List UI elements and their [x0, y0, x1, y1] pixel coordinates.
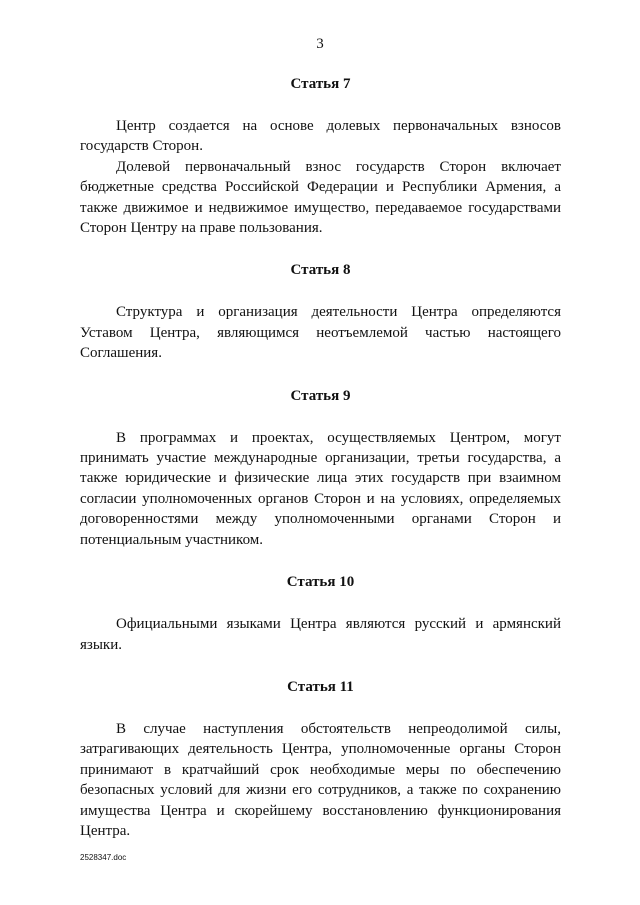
- document-body: [80, 74, 561, 841]
- article-paragraph: Долевой первоначальный взнос государств Сторон включает бюджетные средства Российской Федерации и Республики Армения, а также движимое и недвижимое имущество, передаваемое государствами Сторон Центру на праве пользования.: [80, 158, 561, 237]
- article-7: [80, 74, 561, 238]
- article-paragraph: Структура и организация деятельности Центра определяются Уставом Центра, являющимся неотъемлемой частью настоящего Соглашения.: [80, 304, 561, 362]
- article-11: [80, 677, 561, 841]
- article-heading: Статья 10: [286, 574, 355, 591]
- article-8: [80, 260, 561, 363]
- article-paragraph: Центр создается на основе долевых первоначальных взносов государств Сторон.: [80, 118, 561, 155]
- article-9: [80, 386, 561, 550]
- article-paragraph: В программах и проектах, осуществляемых Центром, могут принимать участие международные организации, третьи государства, а также юридические и физические лица этих государств при взаимном согласии уполномоченных органов Сторон и на условиях, определяемых договоренностями между уполномоченными органами Сторон и потенциальным участником.: [80, 429, 561, 548]
- article-heading: Статья 8: [290, 262, 351, 279]
- article-heading: Статья 11: [287, 678, 354, 695]
- article-10: [80, 572, 561, 655]
- document-filename-footer: 2528347.doc: [80, 853, 127, 862]
- article-paragraph: В случае наступления обстоятельств непреодолимой силы, затрагивающих деятельность Центра, уполномоченные органы Сторон принимают в кратчайший срок необходимые меры по обеспечению безопасных условий для жизни его сотрудников, а также по сохранению имущества Центра и скорейшему восстановлению функционирования Центра.: [80, 720, 561, 839]
- article-heading: Статья 7: [290, 76, 351, 92]
- article-heading: Статья 9: [290, 387, 351, 404]
- page-number: 3: [316, 36, 324, 52]
- article-paragraph: Официальными языками Центра являются русский и армянский языки.: [80, 616, 561, 653]
